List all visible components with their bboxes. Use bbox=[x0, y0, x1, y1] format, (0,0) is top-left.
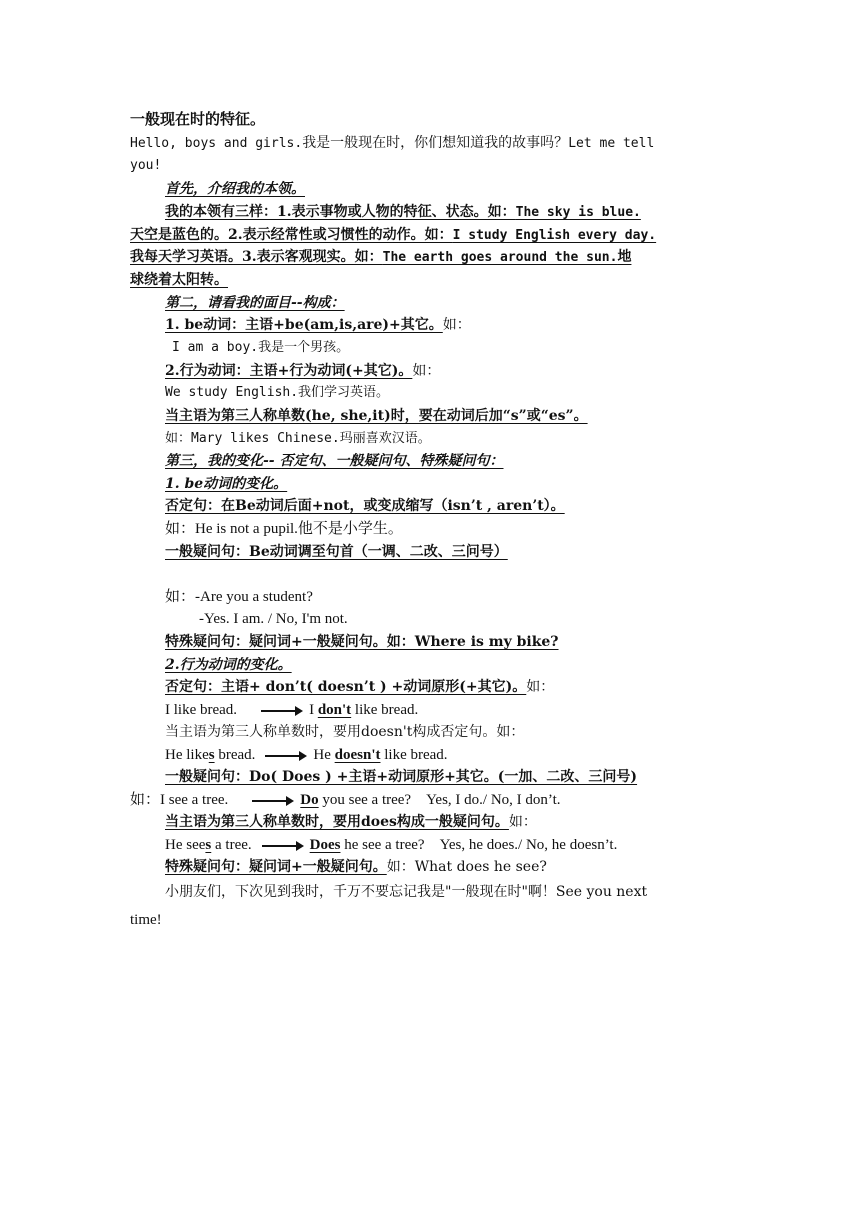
right-arrow-icon bbox=[265, 751, 307, 761]
action-verb-example: We study English.我们学习英语。 bbox=[165, 385, 390, 400]
intro-line-2: you! bbox=[130, 158, 162, 173]
third-person-negative-example: He likes bread. He doesn't like bread. bbox=[165, 747, 448, 763]
be-negative-example: 如：He is not a pupil.他不是小学生。 bbox=[165, 521, 403, 537]
action-change-heading: 2.行为动词的变化。 bbox=[165, 657, 292, 673]
action-question-rule: 一般疑问句：Do( Does ) +主语+动词原形+其它。(一加、二改、三问号) bbox=[165, 769, 638, 785]
third-person-negative-rule: 当主语为第三人称单数时，要用doesn't构成否定句。如： bbox=[165, 724, 525, 740]
right-arrow-icon bbox=[252, 796, 294, 806]
action-special-question-rule: 特殊疑问句：疑问词+一般疑问句。如：What does he see? bbox=[165, 859, 547, 875]
be-change-heading: 1. be动词的变化。 bbox=[165, 476, 288, 492]
action-question-example: 如：I see a tree. Do you see a tree? Yes, I do./ No, I don’t. bbox=[130, 792, 561, 808]
be-special-question-rule: 特殊疑问句：疑问词+一般疑问句。如：Where is my bike? bbox=[165, 634, 559, 650]
be-question-rule: 一般疑问句：Be动词调至句首（一调、二改、三问号） bbox=[165, 544, 508, 560]
section-1-para-line-4: 球绕着太阳转。 bbox=[130, 272, 228, 288]
be-negative-rule: 否定句：在Be动词后面+not，或变成缩写（isn’t , aren’t）。 bbox=[165, 498, 565, 514]
be-verb-rule: 1. be动词：主语+be(am,is,are)+其它。如： bbox=[165, 317, 471, 333]
action-negative-rule: 否定句：主语+ don’t( doesn’t ) +动词原形(+其它)。如： bbox=[165, 679, 555, 695]
third-person-question-rule: 当主语为第三人称单数时，要用does构成一般疑问句。如： bbox=[165, 814, 537, 830]
right-arrow-icon bbox=[261, 706, 303, 716]
closing-line-1: 小朋友们，下次见到我时，千万不要忘记我是"一般现在时"啊！See you next bbox=[165, 884, 648, 900]
be-question-example-2: -Yes. I am. / No, I'm not. bbox=[199, 611, 348, 627]
section-1-heading: 首先，介绍我的本领。 bbox=[165, 181, 305, 197]
section-2-heading: 第二，请看我的面目--构成： bbox=[165, 295, 345, 311]
right-arrow-icon bbox=[262, 841, 304, 851]
section-3-heading: 第三，我的变化-- 否定句、一般疑问句、特殊疑问句： bbox=[165, 453, 504, 469]
section-1-para-line-2: 天空是蓝色的。2.表示经常性或习惯性的动作。如：I study English every day. bbox=[130, 227, 657, 243]
doc-title: 一般现在时的特征。 bbox=[130, 110, 266, 128]
closing-line-2: time! bbox=[130, 912, 162, 928]
action-negative-example: I like bread. I don't like bread. bbox=[165, 702, 419, 718]
section-1-para-line-3: 我每天学习英语。3.表示客观现实。如：The earth goes around the sun.地 bbox=[130, 249, 632, 265]
be-question-example-1: 如：-Are you a student? bbox=[165, 589, 313, 605]
intro-line-1: Hello, boys and girls.我是一般现在时，你们想知道我的故事吗？Let me tell bbox=[130, 135, 655, 151]
third-person-question-example: He sees a tree. Does he see a tree? Yes, he does./ No, he doesn’t. bbox=[165, 837, 618, 853]
section-1-para-line-1: 我的本领有三样：1.表示事物或人物的特征、状态。如：The sky is blue. bbox=[165, 204, 641, 220]
third-person-example: 如：Mary likes Chinese.玛丽喜欢汉语。 bbox=[165, 431, 431, 446]
third-person-rule: 当主语为第三人称单数(he, she,it)时，要在动词后加“s”或“es”。 bbox=[165, 408, 588, 424]
action-verb-rule: 2.行为动词：主语+行为动词(+其它)。如： bbox=[165, 363, 441, 379]
be-verb-example: I am a boy.我是一个男孩。 bbox=[172, 340, 350, 355]
